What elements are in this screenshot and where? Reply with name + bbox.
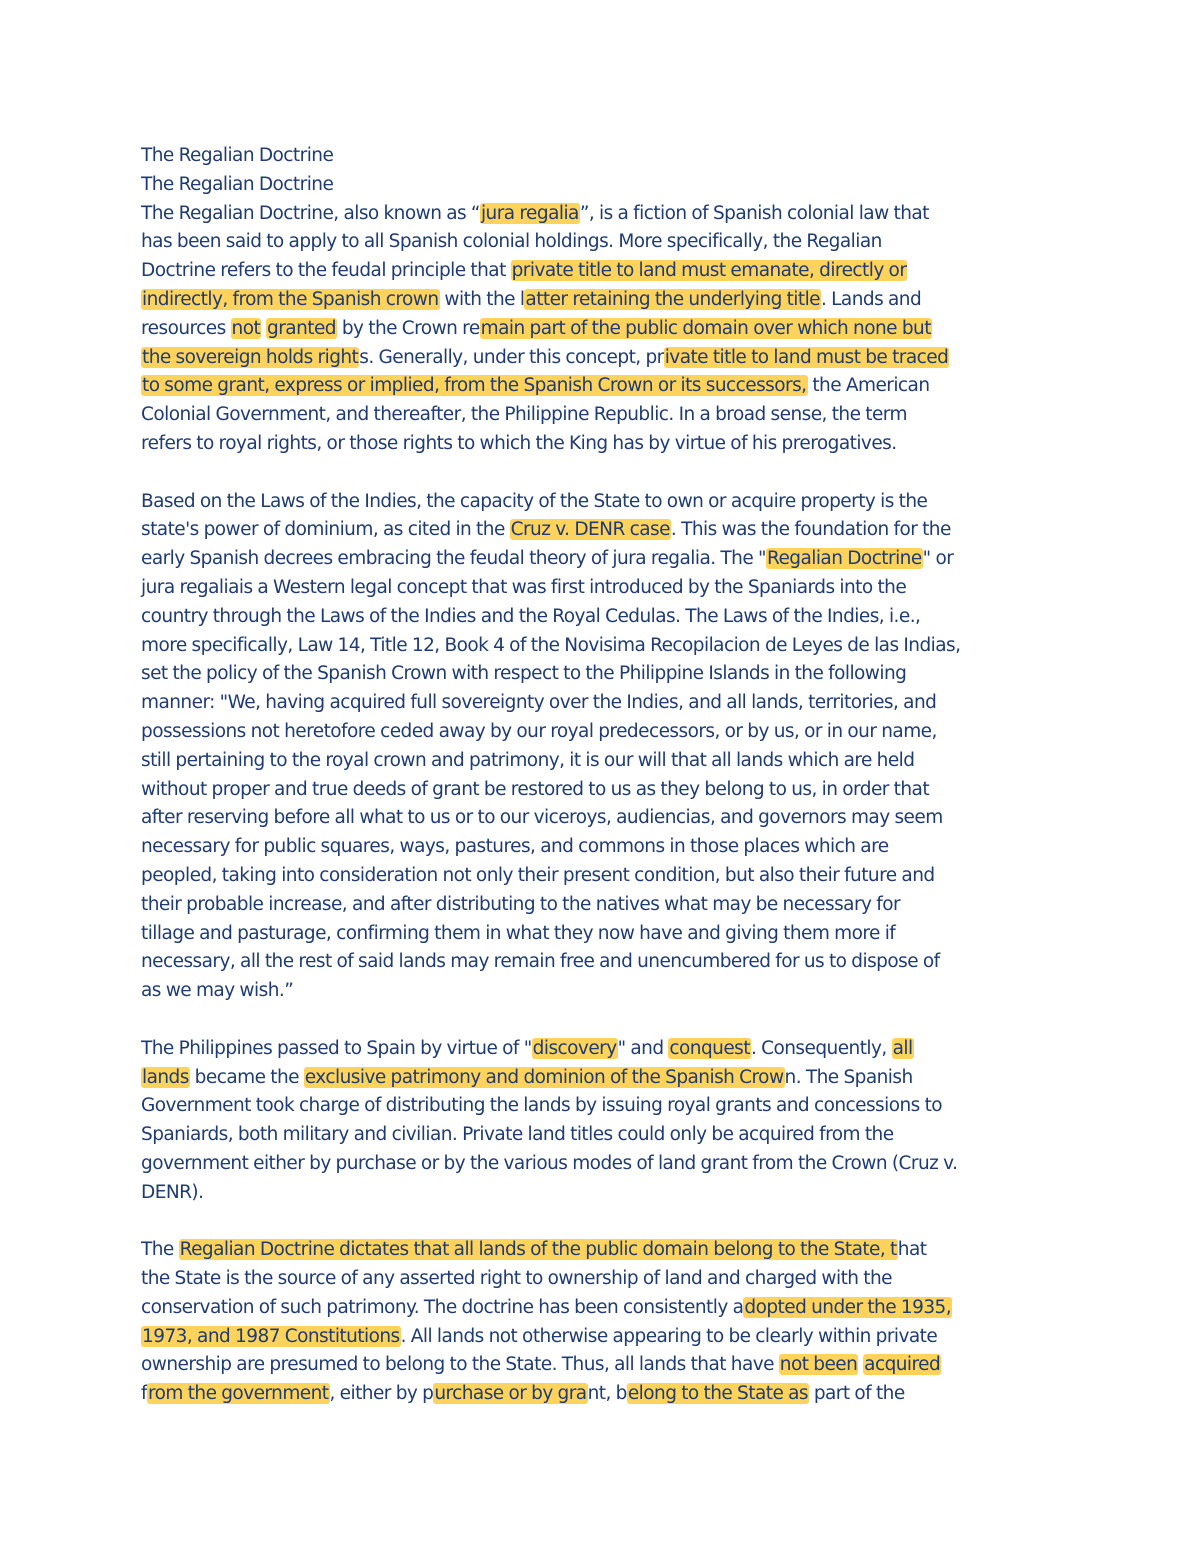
text-segment: has been said to apply to all Spanish colonial holdings. More specifically, the Regalian — [141, 231, 882, 253]
highlighted-text: dopted under the 1935, — [744, 1296, 952, 1318]
text-line — [141, 228, 1081, 257]
text-segment: s. Generally, under this concept, pr — [359, 346, 664, 368]
text-segment: without proper and true deeds of grant be restored to us as they belong to us, in order that — [141, 778, 930, 800]
highlighted-text: conquest — [669, 1037, 750, 1059]
text-segment: Government took charge of distributing the lands by issuing royal grants and concessions to — [141, 1095, 943, 1117]
text-line — [141, 344, 1081, 373]
document-body — [141, 142, 1081, 1438]
text-segment: set the policy of the Spanish Crown with respect to the Philippine Islands in the following — [141, 663, 907, 685]
text-segment: Doctrine refers to the feudal principle that — [141, 260, 511, 282]
text-line — [141, 1294, 1081, 1323]
text-line — [141, 545, 1081, 574]
text-line — [141, 488, 1081, 517]
text-line — [141, 948, 1081, 977]
highlighted-text: Regalian Doctrine dictates that all lands of the public domain belong to the State, t — [179, 1239, 897, 1261]
text-line — [141, 430, 1081, 459]
text-segment: with the l — [439, 288, 525, 310]
text-line — [141, 286, 1081, 315]
text-line — [141, 804, 1081, 833]
text-line — [141, 1064, 1081, 1093]
text-line — [141, 516, 1081, 545]
highlighted-text: indirectly, from the Spanish crown — [142, 288, 439, 310]
highlighted-text: the sovereign holds right — [142, 346, 359, 368]
highlighted-text: main part of the public domain over which none but — [480, 317, 931, 339]
text-segment: Based on the Laws of the Indies, the capacity of the State to own or acquire property is the — [141, 490, 928, 512]
text-segment: necessary, all the rest of said lands may remain free and unencumbered for us to dispose of — [141, 951, 940, 973]
highlighted-text: jura regalia — [480, 202, 579, 224]
text-line — [141, 1265, 1081, 1294]
document-title-block — [141, 142, 1081, 200]
text-segment: early Spanish decrees embracing the feudal theory of jura regalia. The " — [141, 548, 766, 570]
text-line — [141, 689, 1081, 718]
document-subtitle: The Regalian Doctrine — [141, 173, 334, 195]
text-segment: Spaniards, both military and civilian. Private land titles could only be acquired from the — [141, 1124, 894, 1146]
text-segment: . Consequently, — [750, 1037, 892, 1059]
document-paragraphs — [141, 200, 1081, 1409]
text-segment: conservation of such patrimony. The doctrine has been consistently a — [141, 1296, 744, 1318]
paragraph — [141, 1236, 1081, 1409]
text-segment: " or — [922, 548, 954, 570]
text-line — [141, 574, 1081, 603]
text-segment: peopled, taking into consideration not only their present condition, but also their future and — [141, 864, 935, 886]
highlighted-text: elong to the State as — [627, 1383, 808, 1405]
text-line — [141, 632, 1081, 661]
highlighted-text: not been — [779, 1354, 858, 1376]
text-line — [141, 977, 1081, 1006]
paragraph — [141, 200, 1081, 459]
text-segment: " and — [617, 1037, 669, 1059]
highlighted-text: acquired — [864, 1354, 941, 1376]
highlighted-text: lands — [142, 1066, 189, 1088]
text-segment: possessions not heretofore ceded away by our royal predecessors, or by us, or in our name, — [141, 720, 937, 742]
text-segment: . This was the foundation for the — [670, 519, 951, 541]
highlighted-text: Regalian Doctrine — [766, 548, 922, 570]
text-segment: manner: "We, having acquired full sovereignty over the Indies, and all lands, territories, and — [141, 692, 937, 714]
text-line — [141, 1121, 1081, 1150]
text-segment: nt, b — [587, 1383, 627, 1405]
text-segment: n. The Spanish — [784, 1066, 913, 1088]
text-segment: the State is the source of any asserted right to ownership of land and charged with the — [141, 1268, 892, 1290]
highlighted-text: Cruz v. DENR case — [510, 519, 670, 541]
text-line — [141, 862, 1081, 891]
highlighted-text: ivate title to land must be traced — [664, 346, 949, 368]
text-line — [141, 401, 1081, 430]
text-segment: , either by p — [329, 1383, 434, 1405]
text-line — [141, 718, 1081, 747]
text-segment: f — [141, 1383, 147, 1405]
text-segment: The Philippines passed to Spain by virtue of " — [141, 1037, 532, 1059]
text-line — [141, 1236, 1081, 1265]
text-line — [141, 776, 1081, 805]
text-line — [141, 1150, 1081, 1179]
text-segment: by the Crown re — [337, 317, 480, 339]
text-segment: Colonial Government, and thereafter, the Philippine Republic. In a broad sense, the term — [141, 404, 907, 426]
text-segment: necessary for public squares, ways, pastures, and commons in those places which are — [141, 836, 889, 858]
text-line — [141, 1351, 1081, 1380]
text-line — [141, 257, 1081, 286]
text-segment: country through the Laws of the Indies and the Royal Cedulas. The Laws of the Indies, i.e., — [141, 605, 921, 627]
highlighted-text: exclusive patrimony and dominion of the Spanish Crow — [304, 1066, 784, 1088]
text-line — [141, 833, 1081, 862]
highlighted-text: rom the government — [147, 1383, 329, 1405]
text-segment: DENR). — [141, 1181, 204, 1203]
text-segment: state's power of dominium, as cited in the — [141, 519, 510, 541]
text-line — [141, 1179, 1081, 1208]
text-segment: still pertaining to the royal crown and patrimony, it is our will that all lands which are held — [141, 749, 915, 771]
paragraph — [141, 1035, 1081, 1208]
text-line — [141, 920, 1081, 949]
text-segment: tillage and pasturage, confirming them in what they now have and giving them more if — [141, 922, 896, 944]
text-segment: The Regalian Doctrine, also known as “ — [141, 202, 480, 224]
text-segment: The — [141, 1239, 179, 1261]
text-line — [141, 372, 1081, 401]
text-segment: more specifically, Law 14, Title 12, Book 4 of the Novisima Recopilacion de Leyes de las Indias, — [141, 634, 961, 656]
text-segment: jura regaliais a Western legal concept that was first introduced by the Spaniards into the — [141, 576, 907, 598]
highlighted-text: not — [231, 317, 261, 339]
text-segment: part of the — [809, 1383, 905, 1405]
text-segment: government either by purchase or by the various modes of land grant from the Crown (Cruz v. — [141, 1152, 958, 1174]
paragraph — [141, 488, 1081, 1006]
text-line — [141, 603, 1081, 632]
text-segment: hat — [897, 1239, 927, 1261]
highlighted-text: urchase or by gra — [434, 1383, 587, 1405]
highlighted-text: private title to land must emanate, directly or — [511, 260, 907, 282]
text-segment: ownership are presumed to belong to the State. Thus, all lands that have — [141, 1354, 779, 1376]
highlighted-text: to some grant, express or implied, from the Spanish Crown or its successors, — [142, 375, 807, 397]
text-line — [141, 1323, 1081, 1352]
text-line — [141, 200, 1081, 229]
highlighted-text: discovery — [532, 1037, 617, 1059]
text-segment: . All lands not otherwise appearing to be clearly within private — [400, 1325, 938, 1347]
text-segment: resources — [141, 317, 231, 339]
text-line — [141, 1380, 1081, 1409]
text-segment: the American — [807, 375, 930, 397]
text-line — [141, 1092, 1081, 1121]
text-line — [141, 315, 1081, 344]
text-line — [141, 747, 1081, 776]
text-line — [141, 891, 1081, 920]
text-segment: their probable increase, and after distributing to the natives what may be necessary for — [141, 893, 901, 915]
text-segment: as we may wish.” — [141, 980, 294, 1002]
text-segment: after reserving before all what to us or to our viceroys, audiencias, and governors may seem — [141, 807, 943, 829]
highlighted-text: atter retaining the underlying title — [525, 288, 821, 310]
text-segment: refers to royal rights, or those rights to which the King has by virtue of his prerogatives. — [141, 432, 897, 454]
text-segment: became the — [189, 1066, 304, 1088]
highlighted-text: granted — [267, 317, 336, 339]
text-line — [141, 660, 1081, 689]
document-title: The Regalian Doctrine — [141, 145, 334, 166]
text-segment: ”, is a fiction of Spanish colonial law that — [579, 202, 929, 224]
text-line — [141, 1035, 1081, 1064]
text-segment: . Lands and — [821, 288, 922, 310]
highlighted-text: all — [892, 1037, 913, 1059]
highlighted-text: 1973, and 1987 Constitutions — [142, 1325, 400, 1347]
